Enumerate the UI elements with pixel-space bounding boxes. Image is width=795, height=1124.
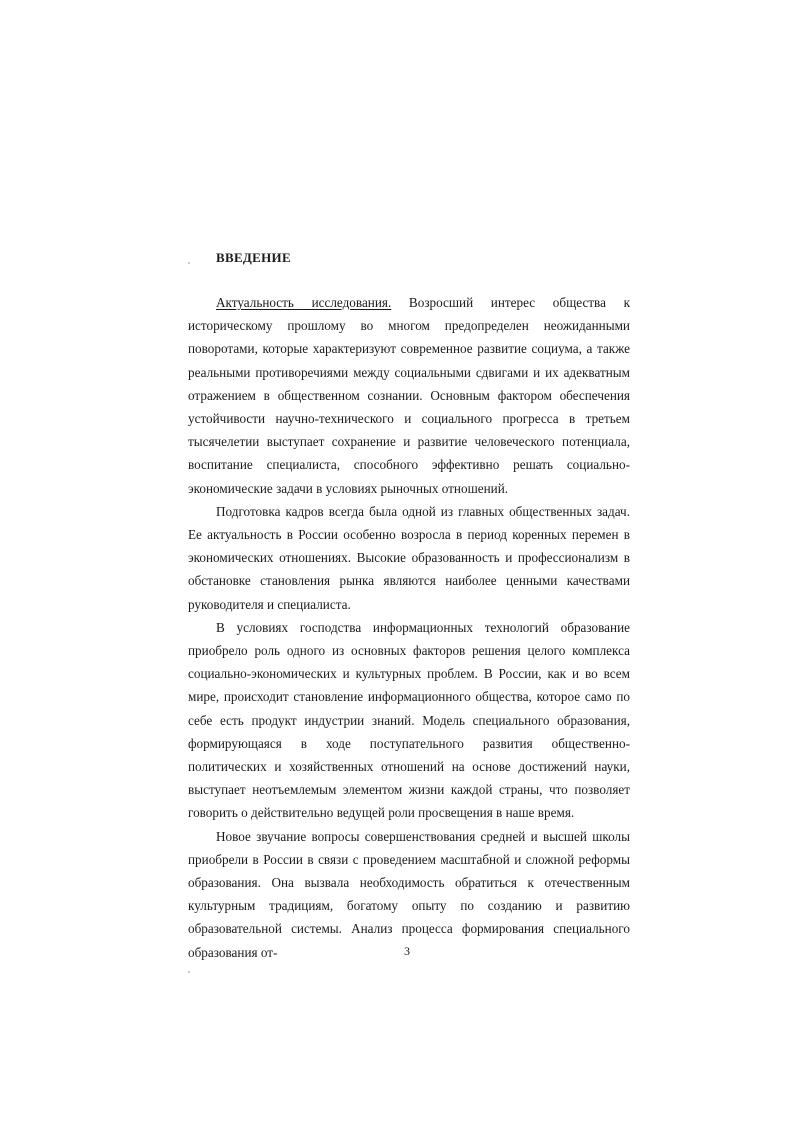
body-text (188, 291, 630, 964)
page-number: 3 (404, 944, 410, 958)
scan-speck (188, 262, 190, 264)
paragraph-3: В условиях господства информационных технологий образование приобрело роль одного из основных факторов решения целого комплекса социально-экономических и культурных проблем. В России, как и во всем мире, происходит становление информационного общества, которое само по себе есть продукт индустрии знаний. Модель специального образования, формирующаяся в ходе поступательного развития общественно-политических и хозяйственных отношений на основе достижений науки, выступает неотъемлемым элементом жизни каждой страны, что позволяет говорить о действительно ведущей роли просвещения в наше время. (188, 619, 630, 821)
section-heading: ВВЕДЕНИЕ (216, 250, 291, 265)
scan-speck (188, 971, 190, 973)
paragraph-4: Новое звучание вопросы совершенствования средней и высшей школы приобрели в России в связи с проведением масштабной и сложной реформы образования. Она вызвала необходимость обратиться к отечественным культурным традициям, богатому опыту по созданию и развитию образовательной системы. Анализ процесса формирования специального образования от- (188, 828, 630, 960)
paragraph-1 (188, 291, 630, 500)
paragraph-lead: Актуальность исследования. (216, 295, 392, 310)
paragraph-2: Подготовка кадров всегда была одной из главных общественных задач. Ее актуальность в России особенно возросла в период коренных перемен в экономических отношениях. Высокие образованность и профессионализм в обстановке становления рынка являются наиболее ценными качествами руководителя и специалиста. (188, 503, 630, 612)
paragraph-1-text: Возросший интерес общества к историческому прошлому во многом предопределен неожиданными поворотами, которые характеризуют современное развитие социума, а также реальными противоречиями между социальными сдвигами и их адекватным отражением в общественном сознании. Основным фактором обеспечения устойчивости научно-технического и социального прогресса в третьем тысячелетии выступает сохранение и развитие человеческого потенциала, воспитание специалиста, способного эффективно решать социально-экономические задачи в условиях рыночных отношений. (188, 295, 631, 496)
